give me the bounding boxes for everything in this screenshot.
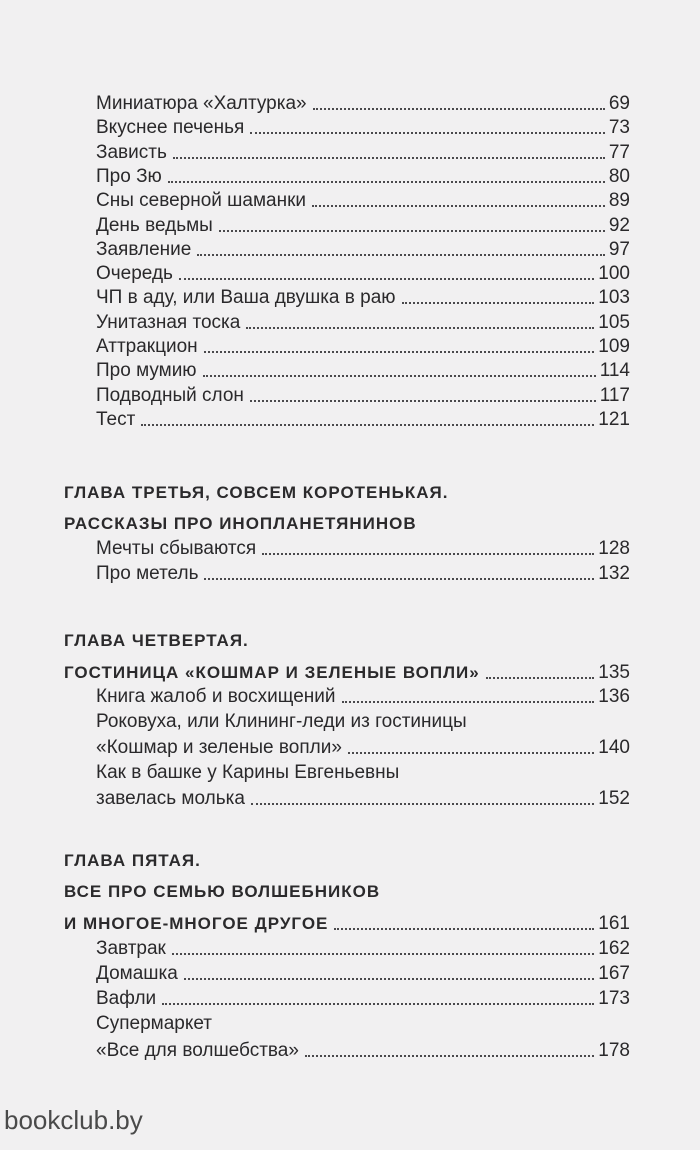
entry-title: Про метель	[96, 563, 199, 584]
entry-title: Аттракцион	[96, 336, 198, 357]
toc-entry-title-line1: Как в башке у Карины Евгеньевны	[96, 762, 400, 783]
page-number: 109	[598, 336, 630, 357]
entry-title: Тест	[96, 408, 136, 430]
entry-title: Книга жалоб и восхищений	[96, 686, 336, 707]
entry-title: Про мумию	[96, 360, 197, 382]
dot-leader	[250, 400, 596, 402]
entry-title: ЧП в аду, или Ваша двушка в раю	[96, 287, 396, 309]
entry-title: Зависть	[96, 141, 167, 163]
entry-title: Миниатюра «Халтурка»	[96, 93, 307, 114]
dot-leader	[334, 928, 594, 930]
toc-entry	[96, 787, 630, 811]
chapter-4-heading-line2	[64, 661, 630, 685]
entry-title: «Все для волшебства»	[96, 1040, 299, 1061]
toc-entry	[96, 286, 630, 310]
page-number: 69	[608, 93, 630, 114]
toc-entry-title-line1: Супермаркет	[96, 1013, 213, 1034]
toc-entry	[96, 408, 630, 432]
chapter-5-heading-line2: ВСЕ ПРО СЕМЬЮ ВОЛШЕБНИКОВ	[64, 882, 381, 901]
dot-leader	[313, 108, 605, 110]
toc-entry	[96, 736, 630, 760]
dot-leader	[486, 677, 595, 679]
dot-leader	[219, 230, 605, 232]
toc-entry	[96, 214, 630, 238]
page-number: 80	[608, 165, 630, 187]
chapter-5-title: И МНОГОЕ-МНОГОЕ ДРУГОЕ	[64, 914, 329, 933]
page-number: 73	[608, 117, 630, 139]
dot-leader	[262, 553, 594, 555]
page-number: 121	[598, 408, 630, 430]
page-number: 105	[598, 311, 630, 333]
dot-leader	[197, 254, 605, 256]
entry-title: Подводный слон	[96, 384, 244, 406]
dot-leader	[251, 803, 594, 805]
page-number: 173	[598, 988, 630, 1009]
page-number: 132	[598, 563, 630, 584]
entry-title: Очередь	[96, 263, 173, 285]
toc-entry	[96, 189, 630, 213]
chapter-4-title: ГОСТИНИЦА «КОШМАР И ЗЕЛЕНЫЕ ВОПЛИ»	[64, 663, 480, 682]
entry-title: Заявление	[96, 238, 192, 260]
page-number: 162	[598, 938, 630, 959]
dot-leader	[162, 1003, 594, 1005]
page-number: 140	[598, 737, 630, 758]
toc-entry	[96, 262, 630, 286]
chapter-3-heading-line2: РАССКАЗЫ ПРО ИНОПЛАНЕТЯНИНОВ	[64, 514, 417, 533]
chapter-3-heading-line1: ГЛАВА ТРЕТЬЯ, СОВСЕМ КОРОТЕНЬКАЯ.	[64, 483, 449, 502]
page-number: 77	[608, 141, 630, 163]
page-number: 92	[608, 214, 630, 236]
chapter-4-heading-line1: ГЛАВА ЧЕТВЕРТАЯ.	[64, 631, 249, 650]
entry-title: Вафли	[96, 988, 157, 1009]
page-number: 136	[598, 686, 630, 707]
toc-entry	[96, 359, 630, 383]
toc-entry	[96, 987, 630, 1011]
entry-title: Домашка	[96, 963, 178, 984]
dot-leader	[172, 953, 594, 955]
toc-entry	[96, 335, 630, 359]
toc-entry	[96, 937, 630, 961]
entry-title: День ведьмы	[96, 214, 213, 236]
toc-entry	[96, 238, 630, 262]
toc-entry	[96, 141, 630, 165]
toc-entry	[96, 537, 630, 561]
page-number: 128	[598, 538, 630, 559]
watermark: bookclub.by	[4, 1105, 143, 1135]
page-number: 100	[598, 263, 630, 285]
page-number: 161	[598, 913, 630, 934]
toc-entry	[96, 1039, 630, 1063]
entry-title: Унитазная тоска	[96, 311, 241, 333]
page-number: 178	[598, 1040, 630, 1061]
toc-entry	[96, 962, 630, 986]
dot-leader	[179, 278, 594, 280]
page-number: 103	[598, 287, 630, 309]
dot-leader	[173, 157, 605, 159]
dot-leader	[250, 132, 605, 134]
dot-leader	[246, 327, 594, 329]
page-number: 89	[608, 190, 630, 212]
dot-leader	[168, 181, 605, 183]
dot-leader	[141, 424, 594, 426]
page-number: 117	[599, 384, 630, 406]
toc-entry-title-line1: Роковуха, или Клининг-леди из гостиницы	[96, 711, 467, 732]
toc-entry	[96, 116, 630, 140]
dot-leader	[204, 351, 595, 353]
dot-leader	[402, 302, 595, 304]
page-number: 152	[598, 788, 630, 809]
entry-title: завелась молька	[96, 788, 245, 809]
dot-leader	[342, 701, 595, 703]
dot-leader	[203, 375, 596, 377]
dot-leader	[305, 1055, 594, 1057]
entry-title: Сны северной шаманки	[96, 190, 307, 212]
toc-entry	[96, 92, 630, 116]
toc-entry	[96, 165, 630, 189]
entry-title: «Кошмар и зеленые вопли»	[96, 737, 342, 758]
chapter-5-heading-line3	[64, 912, 630, 936]
page-number: 167	[598, 963, 630, 984]
chapter-5-heading-line1: ГЛАВА ПЯТАЯ.	[64, 851, 201, 870]
dot-leader	[348, 752, 594, 754]
dot-leader	[184, 978, 594, 980]
dot-leader	[312, 205, 605, 207]
dot-leader	[204, 578, 594, 580]
entry-title: Вкуснее печенья	[96, 117, 245, 139]
entry-title: Про Зю	[96, 165, 162, 187]
entry-title: Завтрак	[96, 938, 166, 959]
toc-entry	[96, 311, 630, 335]
page-number: 97	[608, 238, 630, 260]
page-number: 114	[599, 360, 630, 382]
toc-entry	[96, 685, 630, 709]
page-number: 135	[598, 662, 630, 683]
toc-entry	[96, 384, 630, 408]
toc-entry	[96, 562, 630, 586]
entry-title: Мечты сбываются	[96, 538, 257, 559]
